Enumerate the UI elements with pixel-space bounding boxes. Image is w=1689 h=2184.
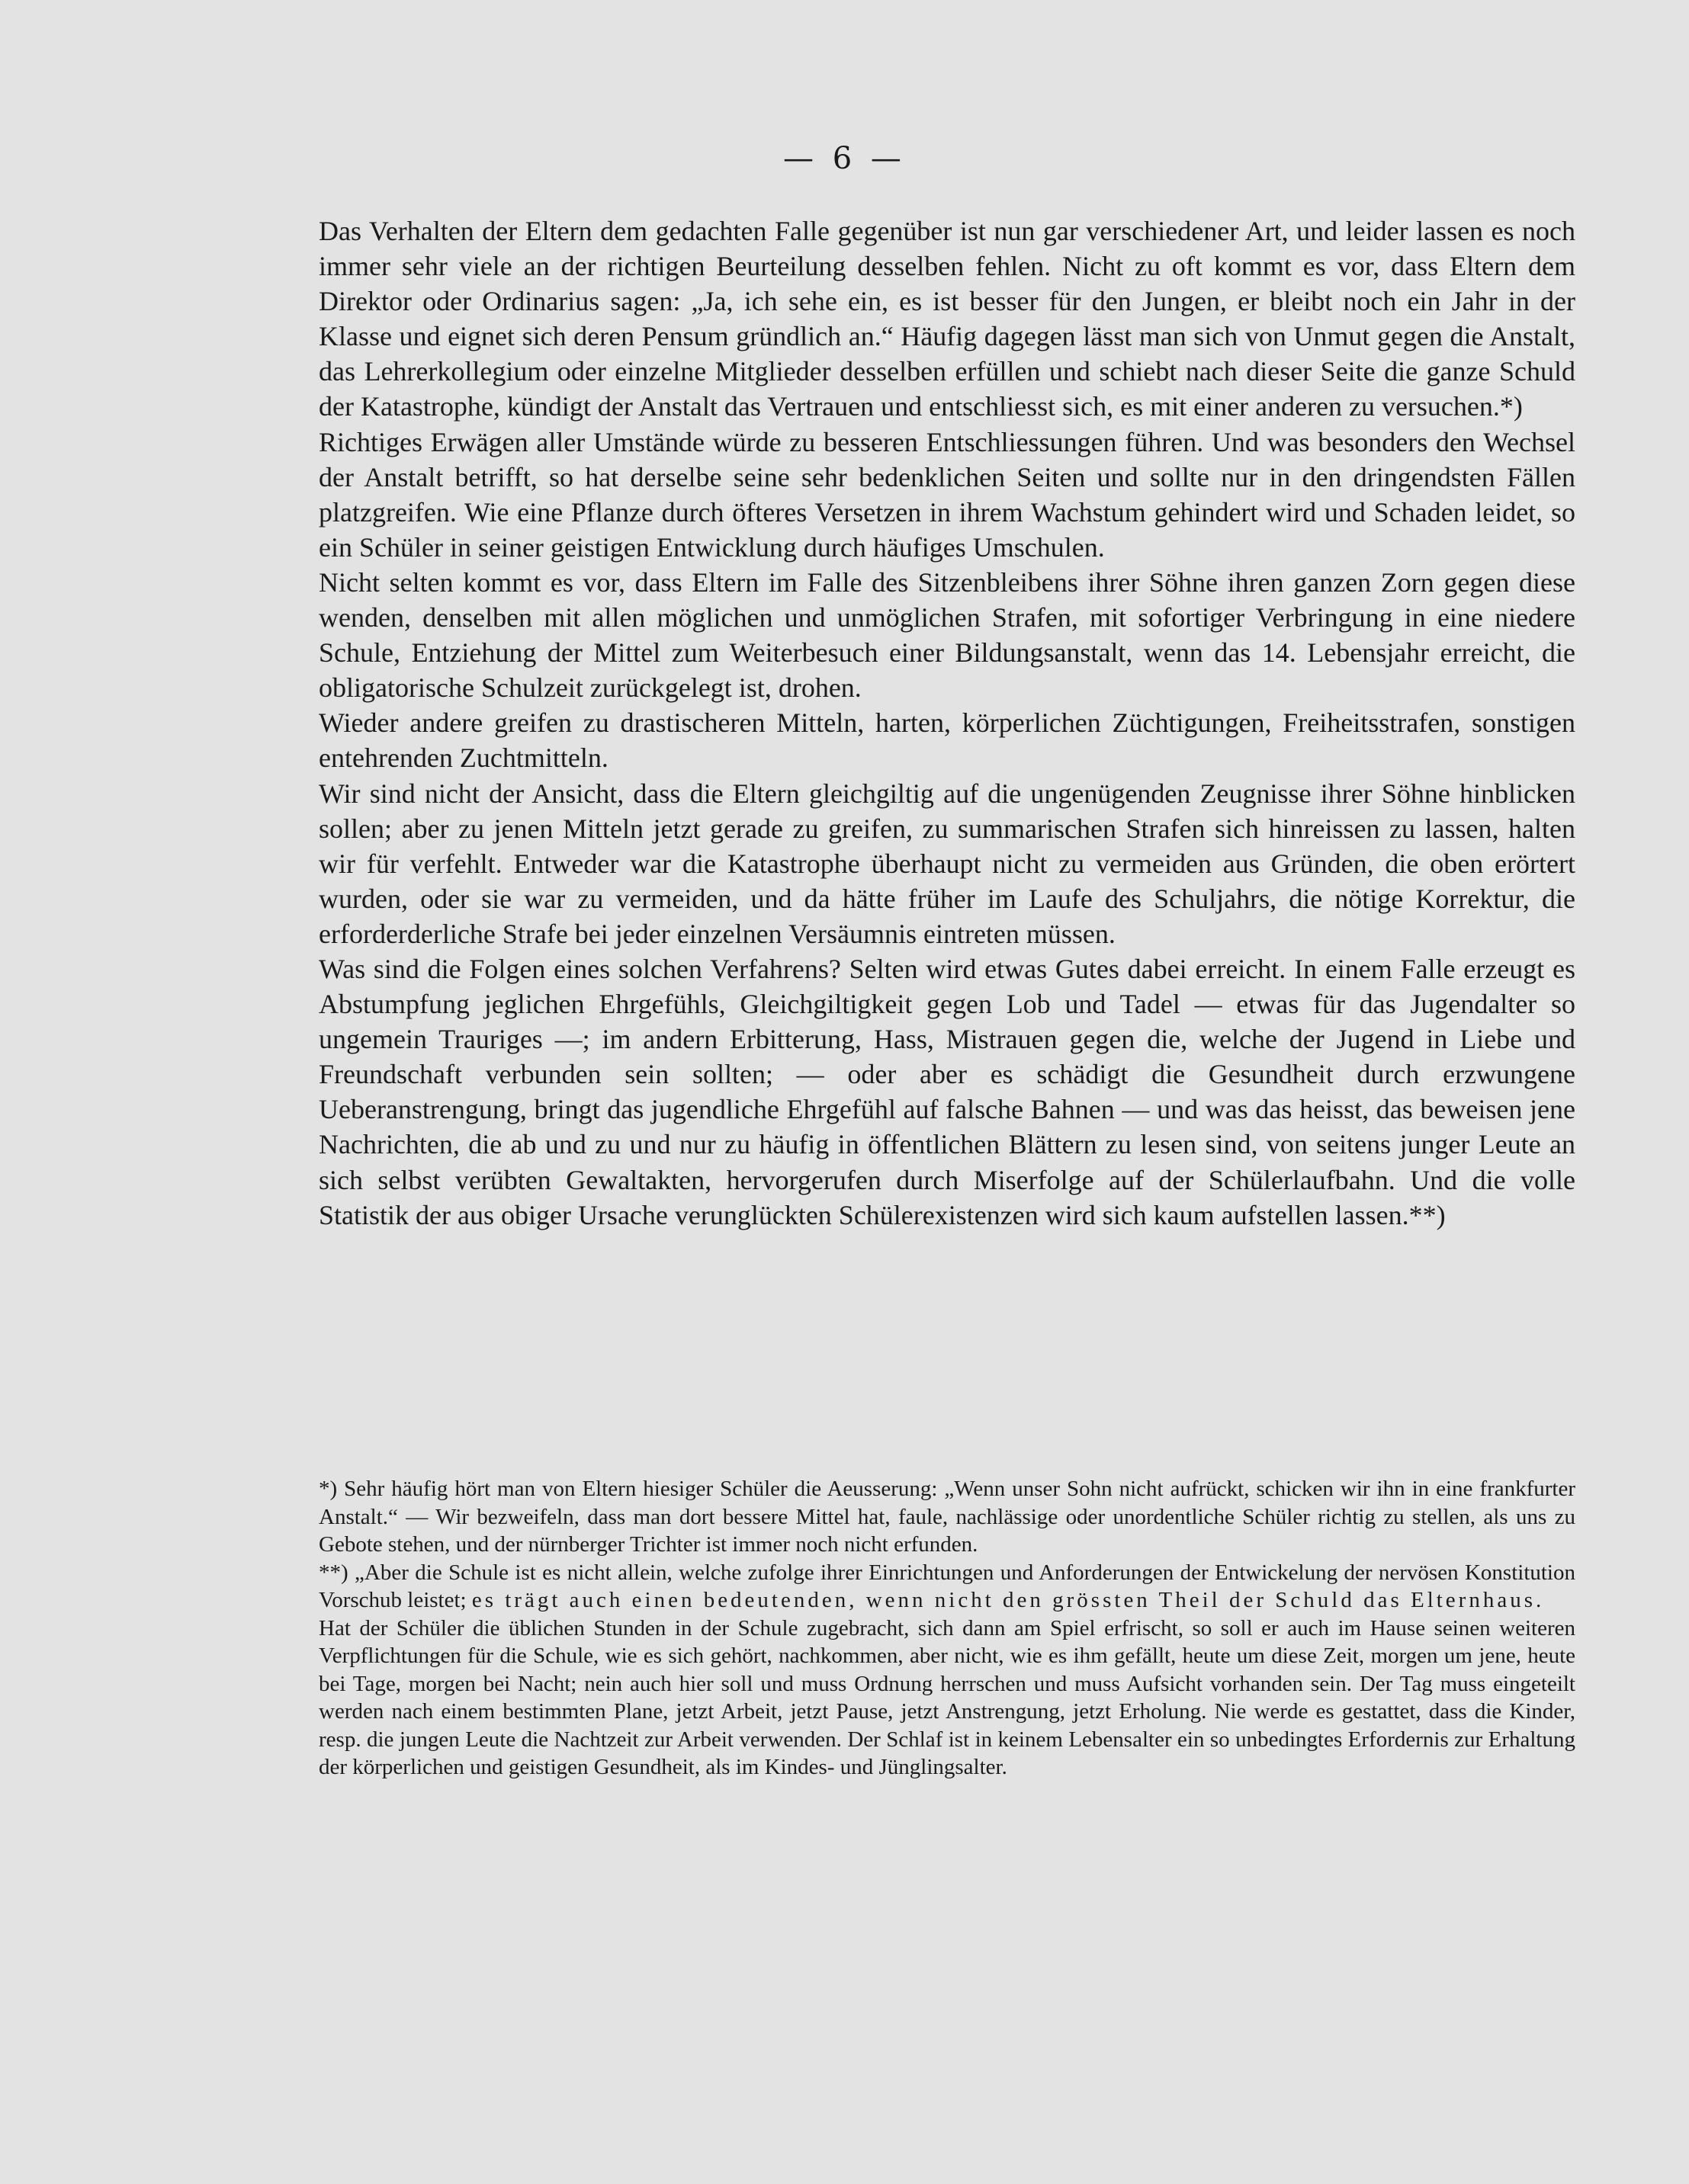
paragraph: Das Verhalten der Eltern dem gedachten Falle gegenüber ist nun gar verschiedener Art, und leider lassen es noch immer sehr viele an der richtigen Beurteilung desselben fehlen. Nicht zu oft kommt es vor, dass Eltern dem Direktor oder Ordinarius sagen: „Ja, ich sehe ein, es ist besser für den Jungen, er bleibt noch ein Jahr in der Klasse und eignet sich deren Pensum gründlich an.“ Häufig dagegen lässt man sich von Unmut gegen die Anstalt, das Lehrerkollegium oder einzelne Mitglieder desselben erfüllen und schiebt nach dieser Seite die ganze Schuld der Katastrophe, kündigt der Anstalt das Vertrauen und entschliesst sich, es mit einer anderen zu versuchen.*) xyxy=(319,216,1575,422)
footnote: *) Sehr häufig hört man von Eltern hiesiger Schüler die Aeusserung: „Wenn unser Sohn nicht aufrückt, schicken wir ihn in eine frankfurter Anstalt.“ — Wir bezweifeln, dass man dort bessere Mittel hat, faule, nachlässige oder unordentliche Schüler richtig zu stellen, als uns zu Gebote stehen, und der nürnberger Trichter ist immer noch nicht erfunden. xyxy=(319,1477,1575,1557)
footnotes xyxy=(319,1475,1575,1782)
footnote xyxy=(319,1559,1575,1615)
paragraph: Richtiges Erwägen aller Umstände würde zu besseren Entschliessungen führen. Und was besonders den Wechsel der Anstalt betrifft, so hat derselbe seine sehr bedenklichen Seiten und sollte nur in den dringendsten Fällen platzgreifen. Wie eine Pflanze durch öfteres Versetzen in ihrem Wachstum gehindert wird und Schaden leidet, so ein Schüler in seiner geistigen Entwicklung durch häufiges Umschulen. xyxy=(319,426,1575,563)
paragraph: Was sind die Folgen eines solchen Verfahrens? Selten wird etwas Gutes dabei erreicht. In einem Falle erzeugt es Abstumpfung jeglichen Ehrgefühls, Gleichgiltigkeit gegen Lob und Tadel — etwas für das Jugendalter so ungemein Trauriges —; im andern Erbitterung, Hass, Mistrauen gegen die, welche der Jugend in Liebe und Freundschaft verbunden sein sollten; — oder aber es schädigt die Gesundheit durch erzwungene Ueberanstrengung, bringt das jugendliche Ehrgefühl auf falsche Bahnen — und was das heisst, das beweisen jene Nachrichten, die ab und zu und nur zu häufig in öffentlichen Blättern zu lesen sind, von seitens junger Leute an sich selbst verübten Gewaltakten, hervorgerufen durch Miserfolge auf der Schülerlaufbahn. Und die volle Statistik der aus obiger Ursache verunglückten Schülerexistenzen wird sich kaum aufstellen lassen.**) xyxy=(319,953,1575,1230)
paragraph: Wieder andere greifen zu drastischeren Mitteln, harten, körperlichen Züchtigungen, Freiheitsstrafen, sonstigen entehrenden Zuchtmitteln. xyxy=(319,707,1575,774)
paragraph: Wir sind nicht der Ansicht, dass die Eltern gleichgiltig auf die ungenügenden Zeugnisse ihrer Söhne hinblicken sollen; aber zu jenen Mitteln jetzt gerade zu greifen, zu summarischen Strafen sich hinreissen zu lassen, halten wir für verfehlt. Entweder war die Katastrophe überhaupt nicht zu vermeiden aus Gründen, die oben erörtert wurden, oder sie war zu vermeiden, und da hätte früher im Laufe des Schuljahrs, die nötige Korrektur, die erforderderliche Strafe bei jeder einzelnen Versäumnis eintreten müssen. xyxy=(319,778,1575,949)
footnote-spaced-text: es trägt auch einen bedeutenden, wenn nicht den grössten Theil der Schuld das Elternhaus. xyxy=(471,1588,1545,1612)
main-text xyxy=(319,213,1575,1233)
footnote: Hat der Schüler die üblichen Stunden in der Schule zugebracht, sich dann am Spiel erfrischt, so soll er auch im Hause seinen weiteren Verpflichtungen für die Schule, wie es sich gehört, nachkommen, aber nicht, wie es ihm gefällt, heute um diese Zeit, morgen um jene, heute bei Tage, morgen bei Nacht; nein auch hier soll und muss Ordnung herrschen und muss Aufsicht vorhanden sein. Der Tag muss eingeteilt werden nach einem bestimmten Plane, jetzt Arbeit, jetzt Pause, jetzt Anstrengung, jetzt Erholung. Nie werde es gestattet, dass die Kinder, resp. die jungen Leute die Nachtzeit zur Arbeit verwenden. Der Schlaf ist in keinem Lebensalter ein so unbedingtes Erfordernis zur Erhaltung der körperlichen und geistigen Gesundheit, als im Kindes- und Jünglingsalter. xyxy=(319,1615,1575,1779)
page-number: — 6 — xyxy=(783,141,906,176)
paragraph: Nicht selten kommt es vor, dass Eltern im Falle des Sitzenbleibens ihrer Söhne ihren ganzen Zorn gegen diese wenden, denselben mit allen möglichen und unmöglichen Strafen, mit sofortiger Verbringung in eine niedere Schule, Entziehung der Mittel zum Weiterbesuch einer Bildungsanstalt, wenn das 14. Lebensjahr erreicht, die obligatorische Schulzeit zurückgelegt ist, drohen. xyxy=(319,566,1575,704)
footnote-text: **) „Aber die Schule ist es nicht allein, welche zufolge ihrer Einrichtungen und Anforderungen der Entwickelung der nervösen Konstitution Vorschub leistet; xyxy=(319,1560,1575,1612)
